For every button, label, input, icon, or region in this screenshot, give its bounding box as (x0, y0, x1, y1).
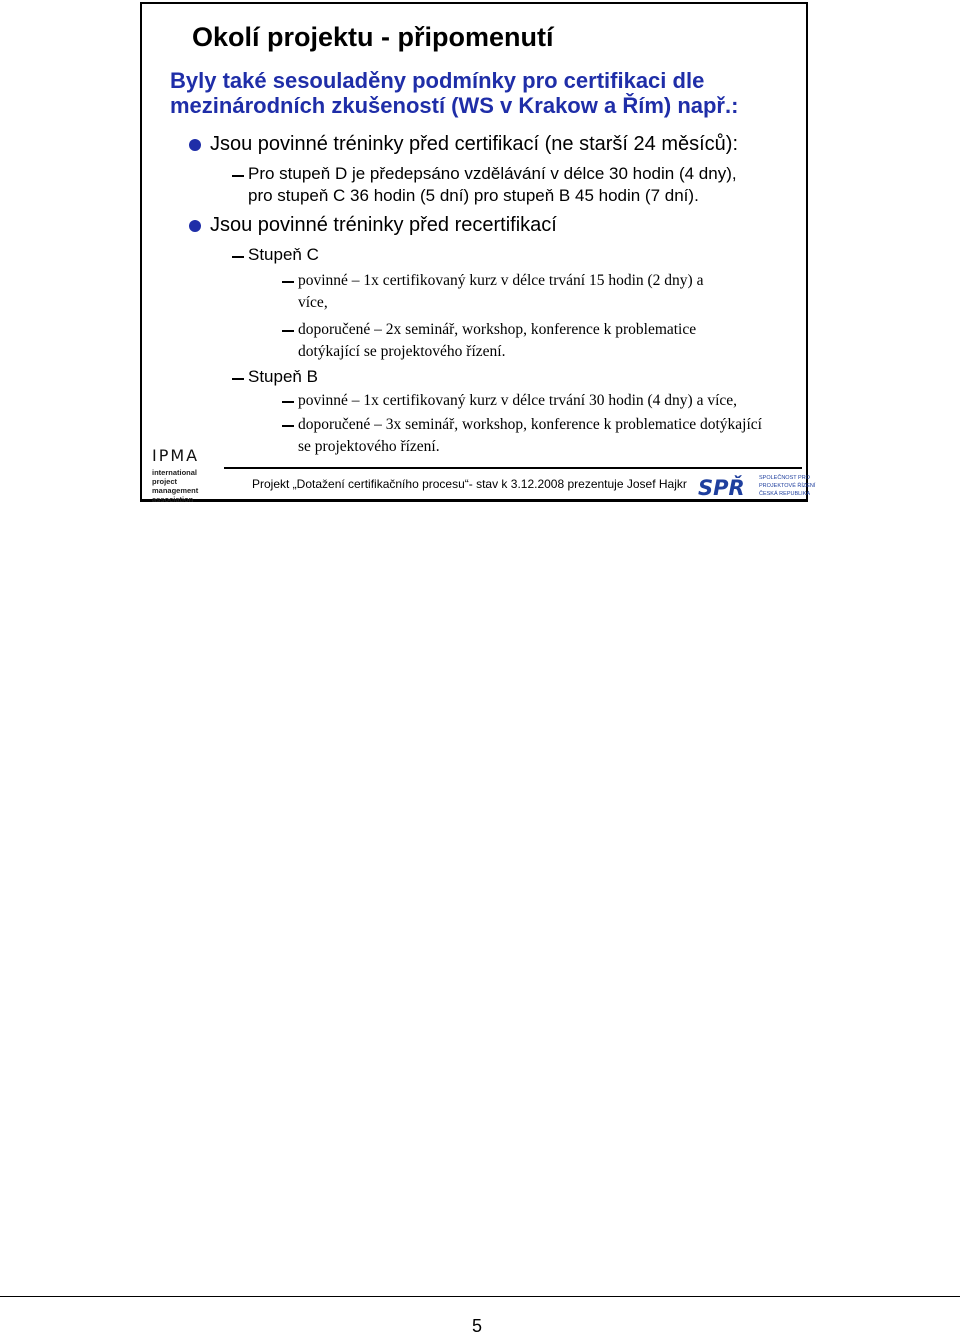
spr-tagline: ČESKÁ REPUBLIKA (759, 491, 811, 497)
ipma-logo (152, 446, 232, 504)
spr-tagline: PROJEKTOVÉ ŘÍZENÍ (759, 483, 816, 489)
dash-icon (232, 175, 244, 177)
item-line: povinné – 1x certifikovaný kurz v délce trvání 30 hodin (4 dny) a více, (298, 392, 738, 409)
sub-line: Pro stupeň D je předepsáno vzdělávání v délce 30 hodin (4 dny), (248, 164, 737, 183)
slide-footer: Projekt „Dotažení certifikačního procesu“- stav k 3.12.2008 prezentuje Josef Hajkr (252, 477, 687, 491)
bullet-text: Jsou povinné tréninky před recertifikací (210, 214, 557, 236)
slide (140, 2, 816, 504)
item-line: se projektového řízení. (298, 438, 440, 455)
dash-icon (232, 256, 244, 258)
dash-icon (282, 330, 294, 332)
dash-icon (282, 425, 294, 427)
bullet-icon (189, 220, 201, 232)
level-label: Stupeň C (248, 245, 319, 264)
sub-line: pro stupeň C 36 hodin (5 dní) pro stupeň B 45 hodin (7 dní). (248, 186, 699, 205)
ipma-tagline: project (152, 477, 178, 486)
ipma-wordmark: IPMA (152, 446, 200, 465)
page-rule (0, 1296, 960, 1297)
spr-tagline: SPOLEČNOST PRO (759, 475, 810, 481)
bullet-text: Jsou povinné tréninky před certifikací (ne starší 24 měsíců): (210, 133, 739, 155)
ipma-tagline: international (152, 468, 198, 477)
ipma-tagline: association (152, 495, 194, 504)
item-line: více, (298, 294, 328, 311)
dash-icon (282, 401, 294, 403)
spr-logo (697, 471, 816, 500)
page-number: 5 (472, 1316, 483, 1336)
bullet-icon (189, 139, 201, 151)
dash-icon (232, 378, 244, 380)
item-line: dotýkající se projektového řízení. (298, 343, 506, 360)
ipma-tagline: management (152, 486, 199, 495)
footer-rule (224, 467, 802, 469)
item-line: doporučené – 2x seminář, workshop, konference k problematice (298, 321, 697, 338)
item-line: doporučené – 3x seminář, workshop, konference k problematice dotýkající (298, 416, 762, 433)
level-label: Stupeň B (248, 367, 318, 386)
item-line: povinné – 1x certifikovaný kurz v délce trvání 15 hodin (2 dny) a (298, 272, 704, 289)
dash-icon (282, 281, 294, 283)
spr-wordmark: SPŘ (698, 476, 745, 500)
slide-title: Okolí projektu - připomenutí (192, 22, 554, 52)
slide-subtitle: Byly také sesouladěny podmínky pro certifikaci dle mezinárodních zkušeností (WS v Krakow a Řím) např.: (170, 68, 739, 118)
